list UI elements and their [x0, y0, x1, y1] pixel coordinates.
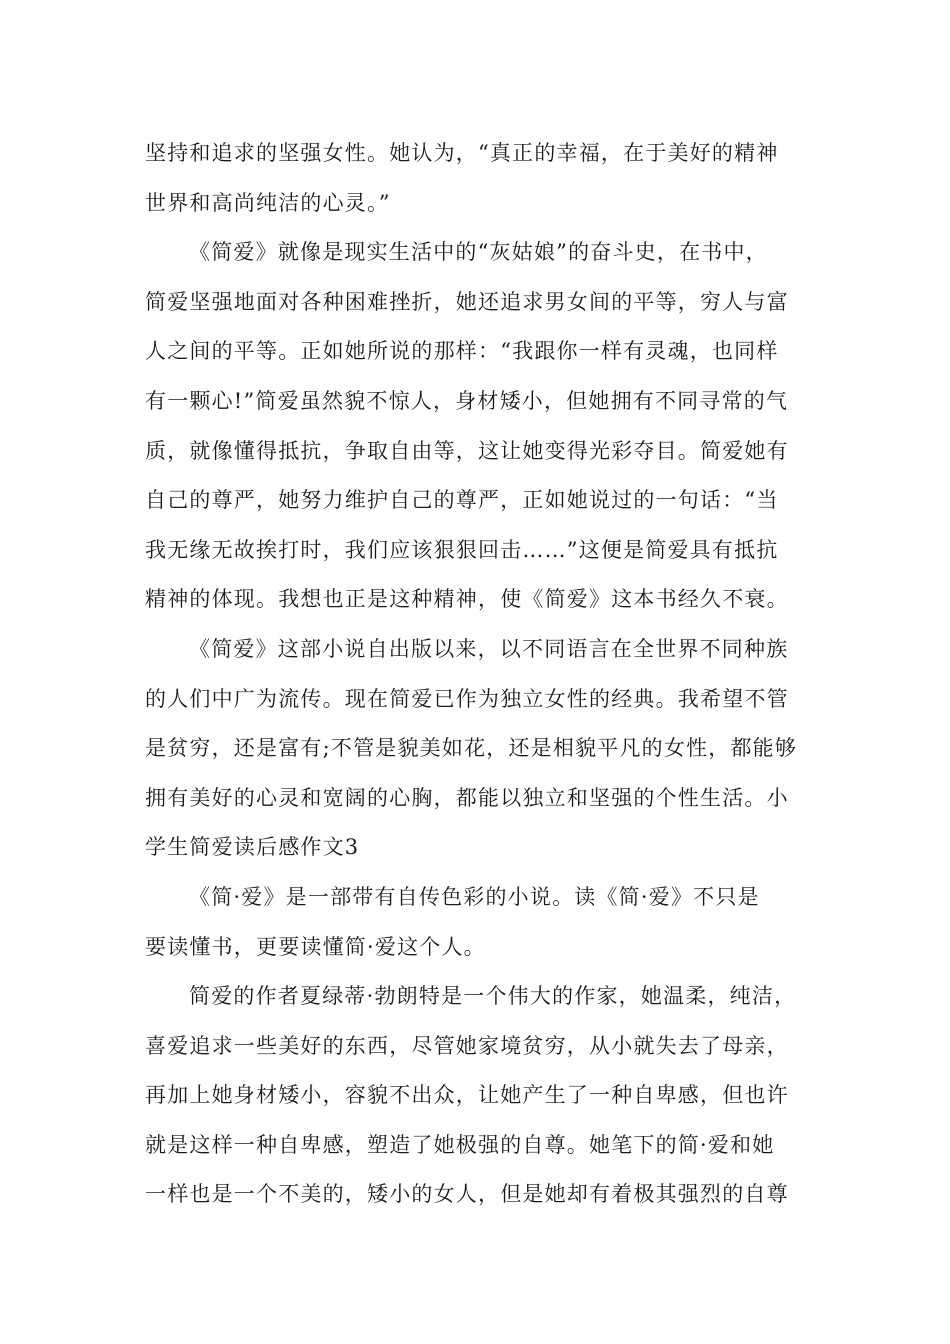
text-line: 一样也是一个不美的，矮小的女人，但是她却有着极其强烈的自尊	[145, 1182, 789, 1207]
text-line: 《简爱》这部小说自出版以来，以不同语言在全世界不同种族	[189, 636, 789, 661]
text-line: 就是这样一种自卑感，塑造了她极强的自尊。她笔下的简·爱和她	[145, 1132, 775, 1157]
text-line: 精神的体现。我想也正是这种精神，使《简爱》这本书经久不衰。	[145, 587, 789, 612]
text-line: 要读懂书，更要读懂简·爱这个人。	[145, 934, 486, 959]
text-line: 拥有美好的心灵和宽阔的心胸，都能以独立和坚强的个性生活。小	[145, 785, 789, 810]
text-line: 人之间的平等。正如她所说的那样：“我跟你一样有灵魂，也同样	[145, 339, 779, 364]
text-line: 自己的尊严，她努力维护自己的尊严，正如她说过的一句话：“当	[145, 488, 779, 513]
text-line: 喜爱追求一些美好的东西，尽管她家境贫穷，从小就失去了母亲，	[145, 1033, 789, 1058]
text-line: 有一颗心!”简爱虽然貌不惊人，身材矮小，但她拥有不同寻常的气	[145, 388, 789, 413]
text-line: 学生简爱读后感作文3	[145, 835, 360, 860]
document-body	[145, 129, 825, 1220]
text-line: 简爱的作者夏绿蒂·勃朗特是一个伟大的作家，她温柔，纯洁，	[189, 984, 797, 1009]
text-line: 《简·爱》是一部带有自传色彩的小说。读《简·爱》不只是	[189, 884, 760, 909]
text-line: 简爱坚强地面对各种困难挫折，她还追求男女间的平等，穷人与富	[145, 289, 789, 314]
text-line: 的人们中广为流传。现在简爱已作为独立女性的经典。我希望不管	[145, 686, 789, 711]
text-line: 我无缘无故挨打时，我们应该狠狠回击……”这便是简爱具有抵抗	[145, 537, 779, 562]
text-line: 世界和高尚纯洁的心灵。”	[145, 190, 391, 215]
text-line: 《简爱》就像是现实生活中的“灰姑娘”的奋斗史，在书中，	[189, 240, 768, 265]
text-line: 质，就像懂得抵抗，争取自由等，这让她变得光彩夺目。简爱她有	[145, 438, 789, 463]
text-line: 是贫穷，还是富有;不管是貌美如花，还是相貌平凡的女性，都能够	[145, 736, 798, 761]
text-line: 坚持和追求的坚强女性。她认为，“真正的幸福，在于美好的精神	[145, 141, 779, 165]
text-line: 再加上她身材矮小，容貌不出众，让她产生了一种自卑感，但也许	[145, 1083, 789, 1108]
